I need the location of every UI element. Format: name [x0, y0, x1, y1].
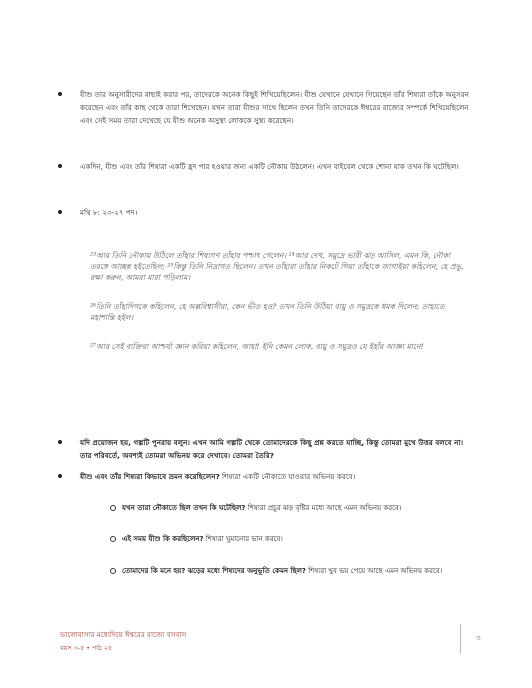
circle-bullet-icon — [110, 536, 116, 542]
bullet-dot — [58, 210, 62, 214]
bullet-dot — [58, 164, 62, 168]
circle-bullet-icon — [110, 568, 116, 574]
scripture-reference-bullet — [62, 206, 472, 219]
instruction-bullet — [62, 436, 472, 462]
paragraph-bullet — [62, 88, 472, 127]
question-text: যীশু এবং তাঁর শিষ্যরা কিভাবে ভ্রমন করেছিলেন? — [80, 472, 220, 481]
question-text: যখন তারা নৌকাতে ছিল তখন কি ঘটেছিল? — [122, 504, 246, 512]
page-number: ৩ — [476, 634, 481, 642]
bullet-dot — [58, 92, 62, 96]
scripture-verse: ²⁷আর সেই ব্যক্তিরা আশ্চর্য্য জ্ঞান করিয়া কহিলেন, আহা! ইনি কেমন লোক, বায়ু ও সমুদ্রও যে ইহাঁর আজ্ঞা মানে! — [90, 342, 424, 351]
scripture-verse: ²⁶তিনি তাঁহাদিগকে কহিলেন, হে অল্পবিশ্বাসীরা, কেন ভীত হও? তখন তিনি উঠিয়া বায়ু ও সমুদ্রকে ধমক দিলেন; তাহাতে মহাশান্তি হইল। — [90, 302, 445, 322]
answer-text: শিষ্যরা ঘুমানোর ভান করবে। — [203, 535, 283, 543]
paragraph-bullet — [62, 160, 472, 173]
instruction-text: যদি প্রয়োজন হয়, গল্পটি পুনরায় বলুন। এখন আমি গল্পটি থেকে তোমাদেরকে কিছু প্রশ্ন করতে যাচ্ছি, কিন্তু তোমরা মুখে উত্তর বলবে না। তার পরিবর্তে, অবশ্যই তোমরা অভিনয় করে দেখাবে। তোমরা তৈরি? — [80, 438, 464, 460]
sub-question — [122, 565, 472, 578]
sub-question — [122, 502, 472, 515]
scripture-reference: মথি ৮: ২৩-২৭ পদ। — [80, 208, 138, 217]
sub-question — [122, 533, 472, 546]
footer-subtitle: বয়স ৩-৫ • পাঠ ২৫ — [60, 644, 112, 652]
circle-bullet-icon — [110, 505, 116, 511]
bullet-dot — [58, 440, 62, 444]
question-text: তোমাদের কি মনে হয়? ঝড়ের মধ্যে শিষ্যদের অনুভূতি কেমন ছিল? — [122, 567, 306, 575]
footer-divider — [460, 624, 461, 654]
paragraph-text: একদিন, যীশু এবং তাঁর শিষ্যরা একটি হ্রদ পার হওয়ার জন্য একটি নৌকায় উঠলেন। এখন বাইবেল থেকে শোনা যাক তখন কি ঘটেছিল। — [80, 162, 459, 171]
answer-text: শিষ্যরা খুব ভয় পেয়ে আছে এমন অভিনয় করবে। — [305, 567, 443, 575]
answer-text: শিষ্যরা একটি নৌকাতে যাওয়ার অভিনয় করবে। — [219, 472, 356, 481]
question-bullet — [62, 470, 472, 483]
scripture-verse: ²³আর তিনি নৌকায় উঠিলে তাঁহার শিষ্যগণ তাঁহার পশ্চাৎ গেলেন। ²⁴আর দেখ, সমুদ্রে ভারী ঝড় আসিল, এমন কি, নৌকা তরঙ্গে আচ্ছন্ন হইতেছিল; ²⁵কিন্তু তিনি নিদ্রাগত ছিলেন। তখন তাঁহারা তাঁহার নিকটে গিয়া তাঁহাকে জাগাইয়া কহিলেন, হে প্রভু, রক্ষা করুন, আমরা মারা পড়িলাম। — [90, 251, 464, 282]
paragraph-text: যীশু তার অনুসারীদের বাছাই করার পর, তাদেরকে অনেক কিছুই শিখিয়েছিলেন। যীশু যেখানে যেখানে গিয়েছেন তাঁর শিষ্যরা তাঁকে অনুসরন করেছেন এবং তাঁর কাছ থেকে তারা শিখেছেন। যখন তারা যীশুর সাথে ছিলেন তখন তিনি তাদেরকে ঈশ্বরের রাজ্যের সম্পর্কে শিখিয়েছিলেন এবং সেই সময় তারা দেখেছে যে যীশু অনেক অসুস্থ্য লোককে সুস্থ্য করেছেন। — [80, 90, 469, 125]
answer-text: শিষ্যরা প্রচুর ঝড় বৃষ্টির মধ্যে আছে এমন অভিনয় করবে। — [245, 504, 402, 512]
scripture-passage — [90, 250, 470, 370]
footer-title: ভালোবাসার মধ্যেদিয়ে ঈশ্বরের রাজ্যে বসবাস — [60, 630, 187, 639]
bullet-dot — [58, 474, 62, 478]
question-text: এই সময় যীশু কি করছিলেন? — [122, 535, 204, 543]
